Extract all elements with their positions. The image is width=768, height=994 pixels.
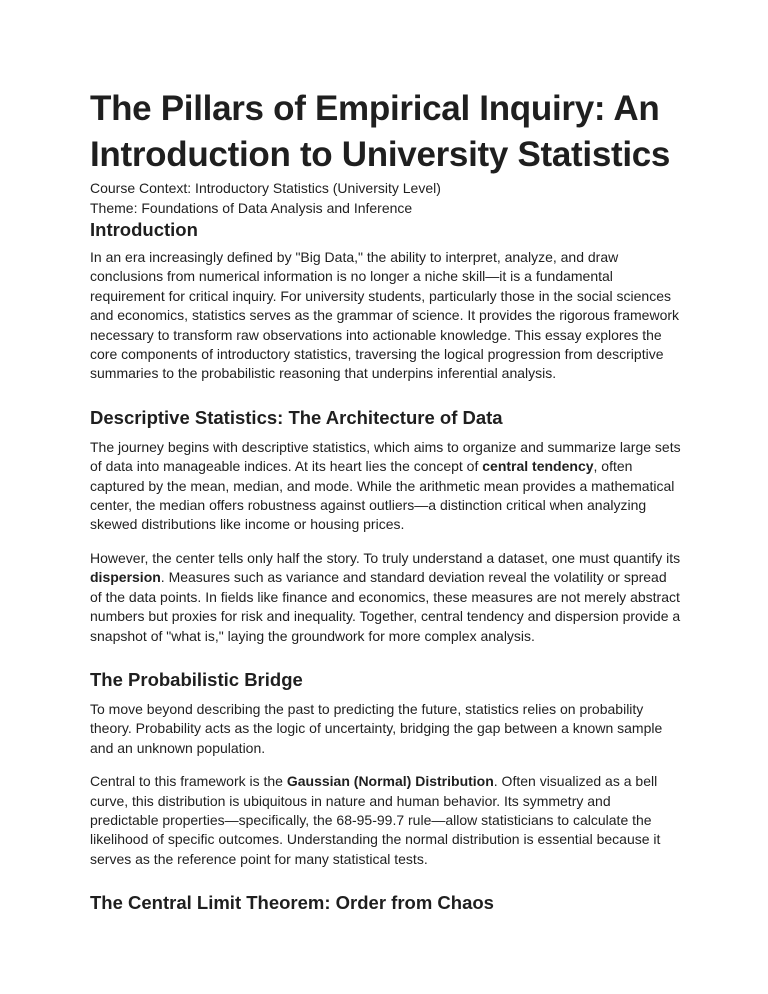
bold-term: central tendency	[482, 458, 594, 475]
heading-descriptive-statistics: Descriptive Statistics: The Architecture of Data	[90, 406, 503, 428]
document-title: The Pillars of Empirical Inquiry: An Introduction to University Statistics	[90, 89, 671, 174]
text: , often captured by the mean, median, and mode. While the arithmetic mean provides a mathematical center, the median offers robustness against outliers—a distinction critical when analyzing skewed distributions like income or housing prices.	[90, 458, 675, 533]
probabilistic-paragraph-1: To move beyond describing the past to predicting the future, statistics relies on probability theory. Probability acts as the logic of uncertainty, bridging the gap between a known sample and an unknown population.	[90, 700, 663, 756]
heading-probabilistic-bridge: The Probabilistic Bridge	[90, 668, 303, 690]
intro-paragraph: In an era increasingly defined by "Big Data," the ability to interpret, analyze, and draw conclusions from numerical information is no longer a niche skill—it is a fundamental requirement for critical inquiry. For university students, particularly those in the social sciences and economics, statistics serves as the grammar of science. It provides the rigorous framework necessary to transform raw observations into actionable knowledge. This essay explores the core components of introductory statistics, traversing the logical progression from descriptive summaries to the probabilistic reasoning that underpins inferential analysis.	[90, 249, 680, 382]
text: Central to this framework is the	[90, 773, 287, 790]
text: However, the center tells only half the story. To truly understand a dataset, one must quantify its	[90, 549, 681, 566]
descriptive-paragraph-1	[90, 438, 682, 535]
probabilistic-paragraph-2	[90, 772, 682, 869]
course-context: Course Context: Introductory Statistics (University Level)	[90, 180, 441, 196]
descriptive-paragraph-2	[90, 549, 682, 646]
bold-term: Gaussian (Normal) Distribution	[286, 773, 494, 790]
bold-term: dispersion	[90, 569, 161, 586]
heading-introduction: Introduction	[90, 219, 198, 240]
text: . Measures such as variance and standard deviation reveal the volatility or spread of the data points. In fields like finance and economics, these measures are not merely abstract numbers but proxies for risk and inequality. Together, central tendency and dispersion provide a snapshot of "what is," laying the groundwork for more complex analysis.	[90, 569, 681, 644]
heading-central-limit-theorem: The Central Limit Theorem: Order from Chaos	[90, 892, 494, 914]
theme: Theme: Foundations of Data Analysis and Inference	[90, 200, 413, 216]
text: . Often visualized as a bell curve, this distribution is ubiquitous in nature and human behavior. Its symmetry and predictable properties—specifically, the 68-95-99.7 rule—allow statisticians to calculate the likelihood of specific outcomes. Understanding the normal distribution is essential because it serves as the reference point for many statistical tests.	[90, 773, 661, 867]
text: The journey begins with descriptive statistics, which aims to organize and summarize large sets of data into manageable indices. At its heart lies the concept of	[90, 438, 681, 475]
